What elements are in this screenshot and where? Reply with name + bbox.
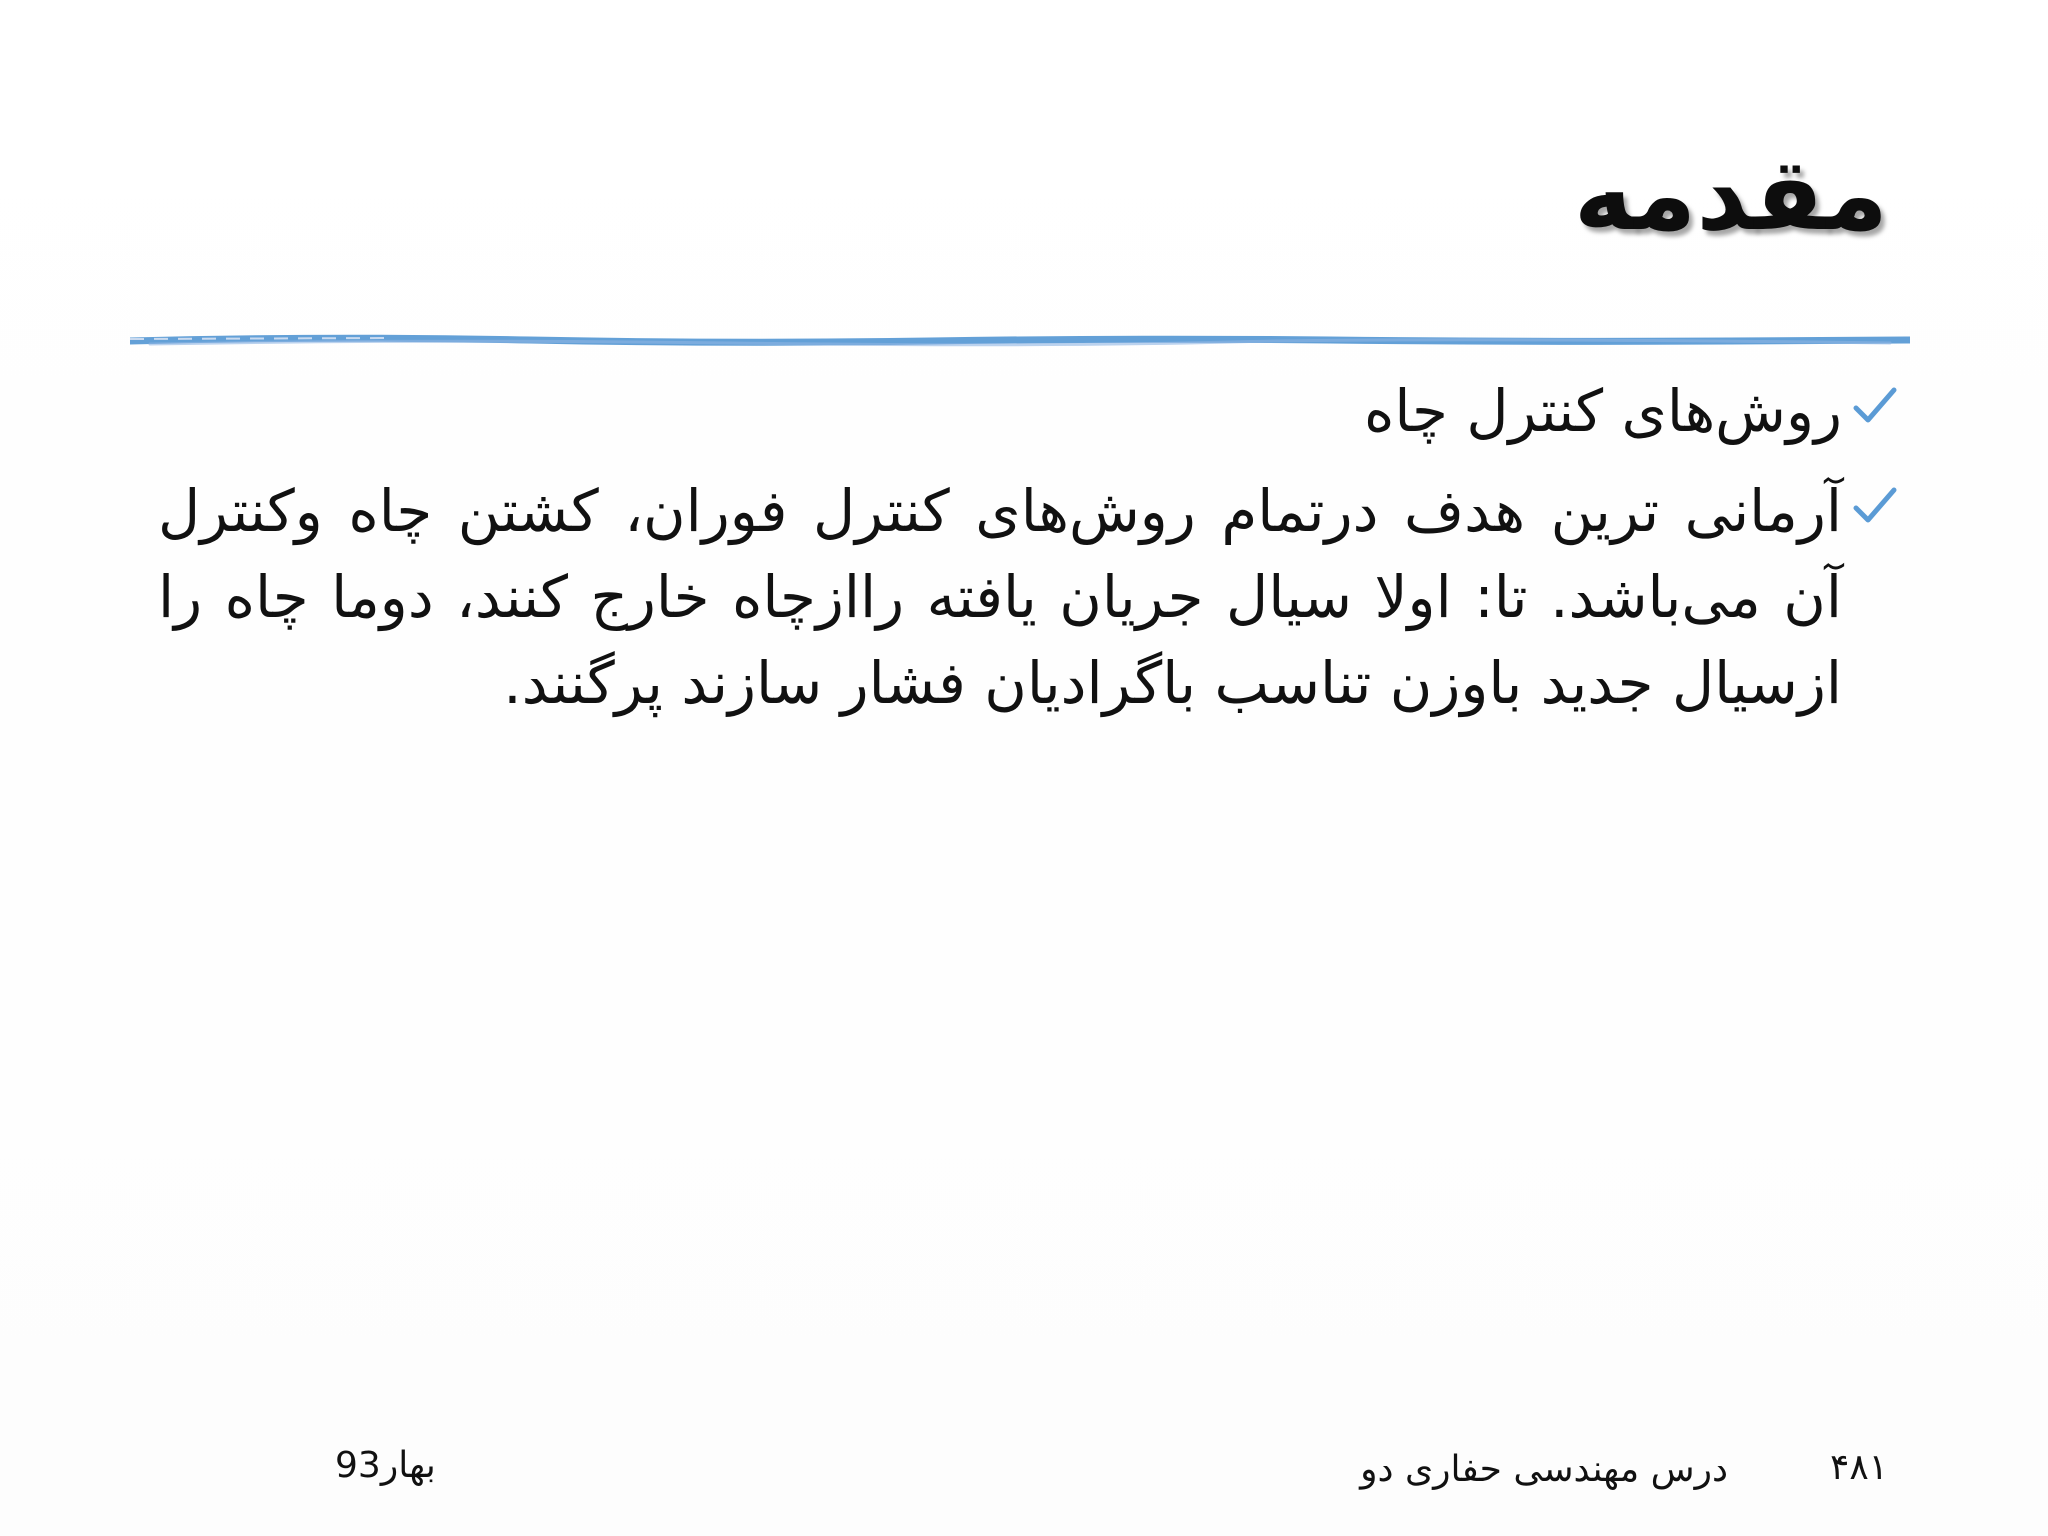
footer-term: بهار93 <box>335 1445 436 1486</box>
slide-title: مقدمه <box>1573 136 1888 253</box>
check-icon <box>1850 482 1898 530</box>
check-icon <box>1850 382 1898 430</box>
bullet-list <box>158 368 1898 740</box>
title-divider <box>130 330 1910 352</box>
list-item <box>158 468 1898 726</box>
list-item <box>158 368 1898 454</box>
bullet-text: روش‌های کنترل چاه <box>1363 377 1842 445</box>
page-number: ۴۸۱ <box>1829 1447 1888 1488</box>
bullet-text: آرمانی ترین هدف درتمام روش‌های کنترل فوران، کشتن چاه وکنترل آن می‌باشد. تا: اولا سیال جریان یافته راازچاه خارج کنند، دوما چاه را ازسیال جدید باوزن تناسب باگرادیان فشار سازند پرگنند. <box>158 477 1842 717</box>
footer-course-title: درس مهندسی حفاری دو <box>1360 1449 1728 1490</box>
